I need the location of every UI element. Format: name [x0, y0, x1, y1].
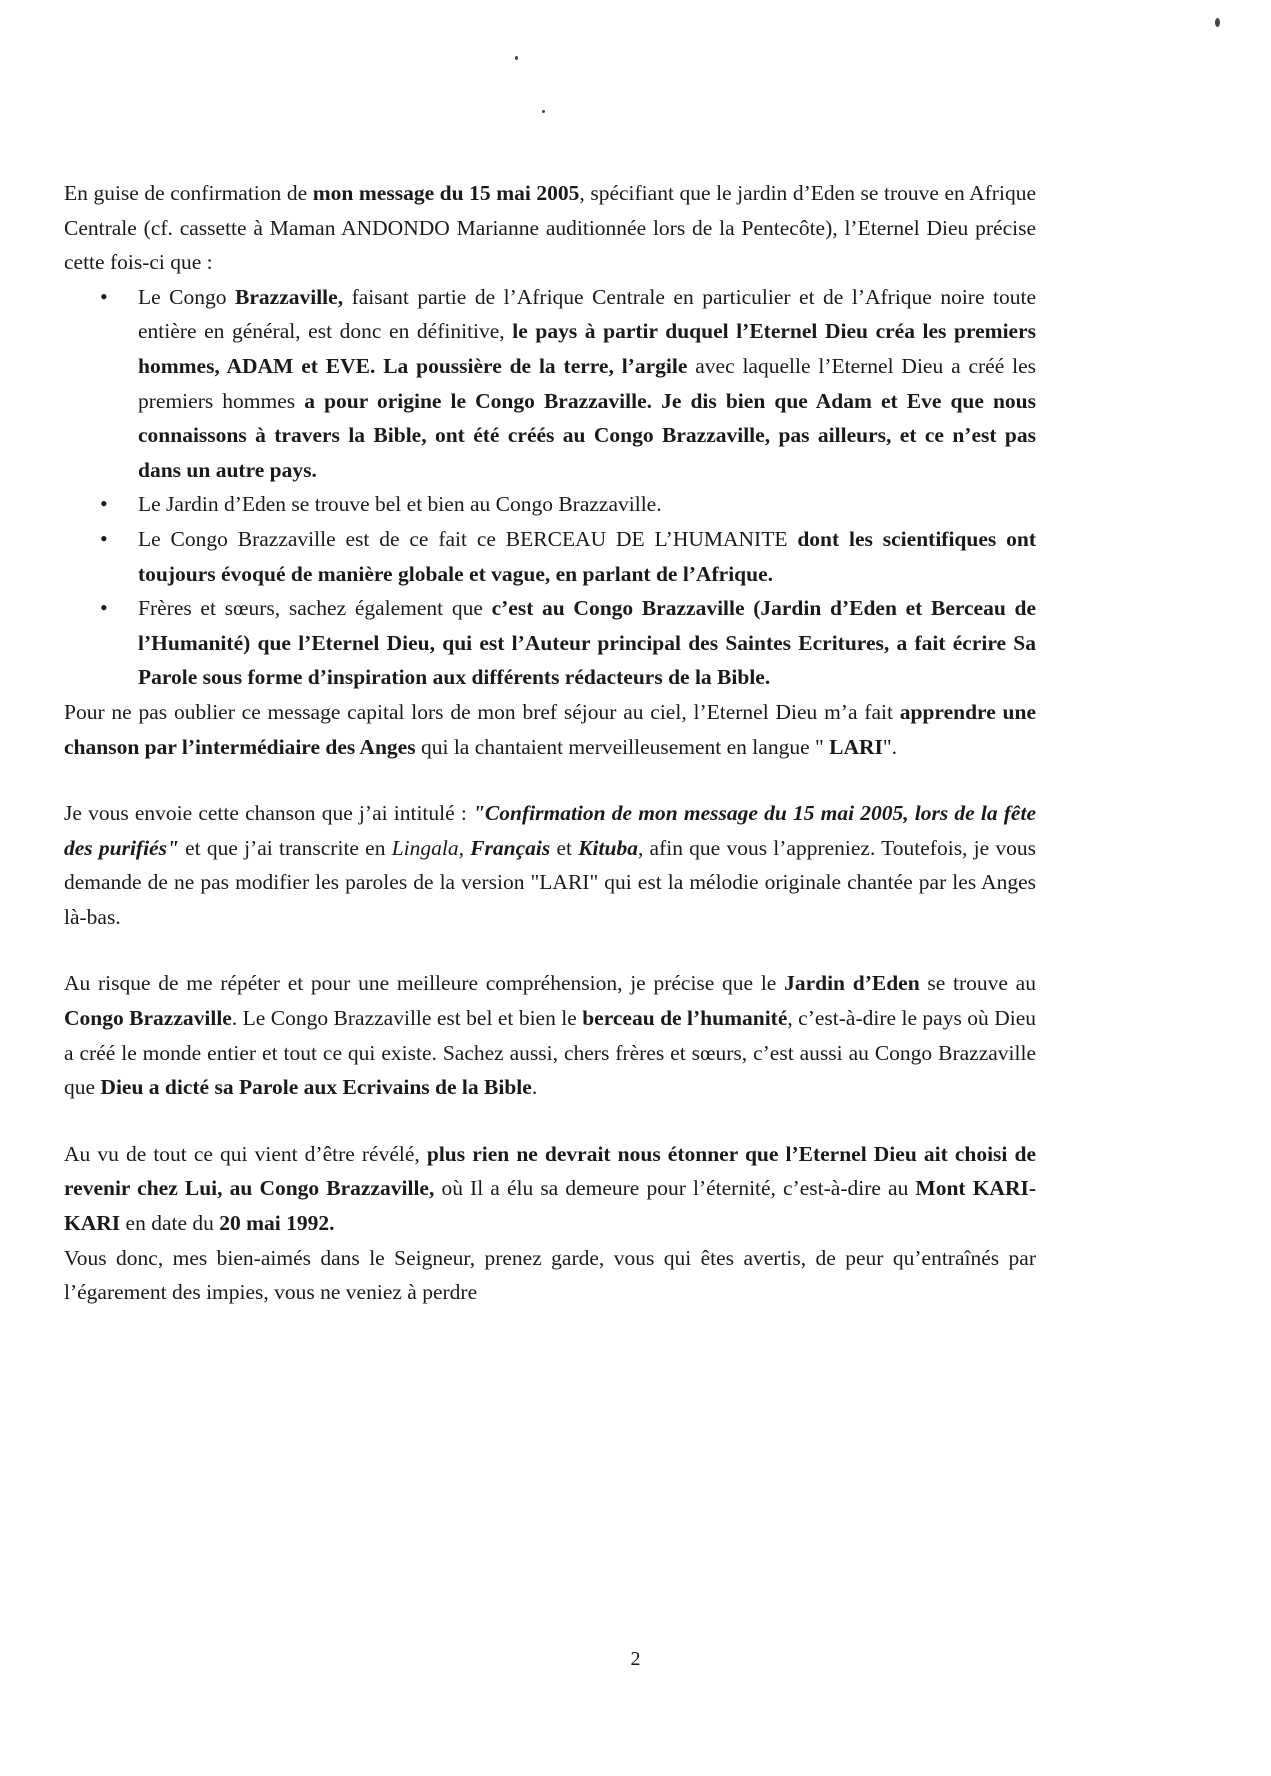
- text-run: se trouve au: [919, 971, 1036, 996]
- text-run: ".: [882, 734, 898, 759]
- emphasis-run: Brazzaville,: [235, 284, 344, 309]
- emphasis-run: c’est au Congo Brazzaville (Jardin d’Eden et Berceau de l’Humanité) que l’Eternel Dieu, qui est l’Auteur principal des Saintes Ecritures, a fait écrire Sa Parole sous forme d’inspiration aux différents rédacteurs de la Bible.: [138, 596, 1036, 690]
- page-number: 2: [630, 1648, 641, 1670]
- paragraph-gap: [64, 1105, 1036, 1137]
- text-run: . Le Congo Brazzaville est bel et bien le: [231, 1006, 583, 1031]
- emphasis-run: mon message du 15 mai 2005: [312, 181, 580, 205]
- text-run: en date du: [120, 1211, 220, 1236]
- text-run: où Il a élu sa demeure pour l’éternité, c’est-à-dire au: [434, 1176, 916, 1201]
- emphasis-run: dont les scientifiques ont toujours évoqué de manière globale et vague, en parlant de l’Afrique.: [138, 526, 1036, 586]
- emphasis-run: apprendre une chanson par l’intermédiaire des Anges: [64, 699, 1036, 759]
- emphasis-run: Mont KARI-KARI: [64, 1176, 1036, 1236]
- repeat-paragraph: [64, 966, 1036, 1104]
- text-run: , afin que vous l’appreniez. Toutefois, je vous demande de ne pas modifier les paroles de la version "LARI" qui est la mélodie originale chantée par les Anges là-bas.: [64, 835, 1036, 929]
- language-name: Français: [470, 835, 551, 860]
- text-run: Le Congo Brazzaville est de ce fait ce BERCEAU DE L’HUMANITE: [138, 526, 798, 551]
- intro-paragraph: [64, 176, 1036, 280]
- song-send-paragraph: [64, 796, 1036, 934]
- text-run: Le Jardin d’Eden se trouve bel et bien au Congo Brazzaville.: [138, 492, 662, 517]
- text-run: Je vous envoie cette chanson que j’ai intitulé :: [64, 801, 473, 826]
- text-run: qui la chantaient merveilleusement en langue ": [415, 734, 830, 759]
- text-run: et que j’ai transcrite en: [178, 835, 392, 860]
- text-run: ,: [458, 835, 471, 860]
- closing-paragraph: [64, 1241, 1036, 1310]
- bullet-item: [64, 591, 1036, 695]
- text-run: .: [531, 1075, 538, 1100]
- bullet-item: [64, 522, 1036, 591]
- bullet-list: [64, 280, 1036, 695]
- text-run: , c’est-à-dire le pays où Dieu a créé le monde entier et tout ce qui existe. Sachez aussi, chers frères et sœurs, c’est aussi au Congo Brazzaville que: [64, 1006, 1036, 1100]
- emphasis-run: berceau de l’humanité: [582, 1006, 788, 1031]
- emphasis-run: a pour origine le Congo Brazzaville. Je dis bien que Adam et Eve que nous connaissons à travers la Bible, ont été créés au Congo Brazzaville, pas ailleurs, et ce n’est pas dans un autre pays.: [138, 388, 1037, 482]
- language-name: Kituba: [578, 835, 638, 860]
- emphasis-run: plus rien ne devrait nous étonner que l’Eternel Dieu ait choisi de revenir chez Lui, au Congo Brazzaville,: [64, 1141, 1036, 1201]
- text-run: Au vu de tout ce qui vient d’être révélé,: [64, 1141, 427, 1166]
- bullet-item: [64, 280, 1036, 488]
- emphasis-run: LARI: [829, 734, 883, 759]
- language-name: Lingala: [391, 835, 459, 860]
- scan-speck: [542, 110, 545, 113]
- text-run: faisant partie de l’Afrique Centrale en particulier et de l’Afrique noire toute entière en général, est donc en définitive,: [138, 284, 1036, 344]
- emphasis-run: Jardin d’Eden: [784, 971, 920, 996]
- scan-speck: [515, 56, 518, 60]
- document-body: [64, 176, 1036, 1310]
- text-run: Au risque de me répéter et pour une meilleure compréhension, je précise que le: [64, 971, 785, 996]
- conclusion-paragraph: [64, 1137, 1036, 1241]
- song-intro-paragraph: [64, 695, 1036, 764]
- text-run: et: [550, 835, 579, 860]
- emphasis-run: Dieu a dicté sa Parole aux Ecrivains de la Bible: [100, 1075, 532, 1100]
- emphasis-run: Congo Brazzaville: [64, 1006, 232, 1031]
- text-run: , spécifiant que le jardin d’Eden se trouve en Afrique Centrale (cf. cassette à Maman ANDONDO Marianne auditionnée lors de la Pentecôte), l’Eternel Dieu précise cette fois-ci que :: [64, 181, 1036, 275]
- paragraph-gap: [64, 934, 1036, 966]
- song-title: "Confirmation de mon message du 15 mai 2005, lors de la fête des purifiés": [64, 801, 1036, 860]
- text-run: Vous donc, mes bien-aimés dans le Seigneur, prenez garde, vous qui êtes avertis, de peur qu’entraînés par l’égarement des impies, vous ne veniez à perdre: [64, 1245, 1036, 1305]
- text-run: Frères et sœurs, sachez également que: [138, 596, 492, 621]
- emphasis-run: le pays à partir duquel l’Eternel Dieu créa les premiers hommes, ADAM et EVE. La poussière de la terre, l’argile: [138, 319, 1036, 378]
- scan-speck: [1215, 18, 1220, 27]
- text-run: avec laquelle l’Eternel Dieu a créé les premiers hommes: [138, 353, 1036, 413]
- paragraph-gap: [64, 764, 1036, 796]
- text-run: Le Congo: [138, 284, 236, 309]
- text-run: Pour ne pas oublier ce message capital lors de mon bref séjour au ciel, l’Eternel Dieu m’a fait: [64, 699, 900, 724]
- text-run: En guise de confirmation de: [64, 181, 313, 205]
- bullet-item: [64, 487, 1036, 522]
- emphasis-run: 20 mai 1992.: [219, 1211, 335, 1236]
